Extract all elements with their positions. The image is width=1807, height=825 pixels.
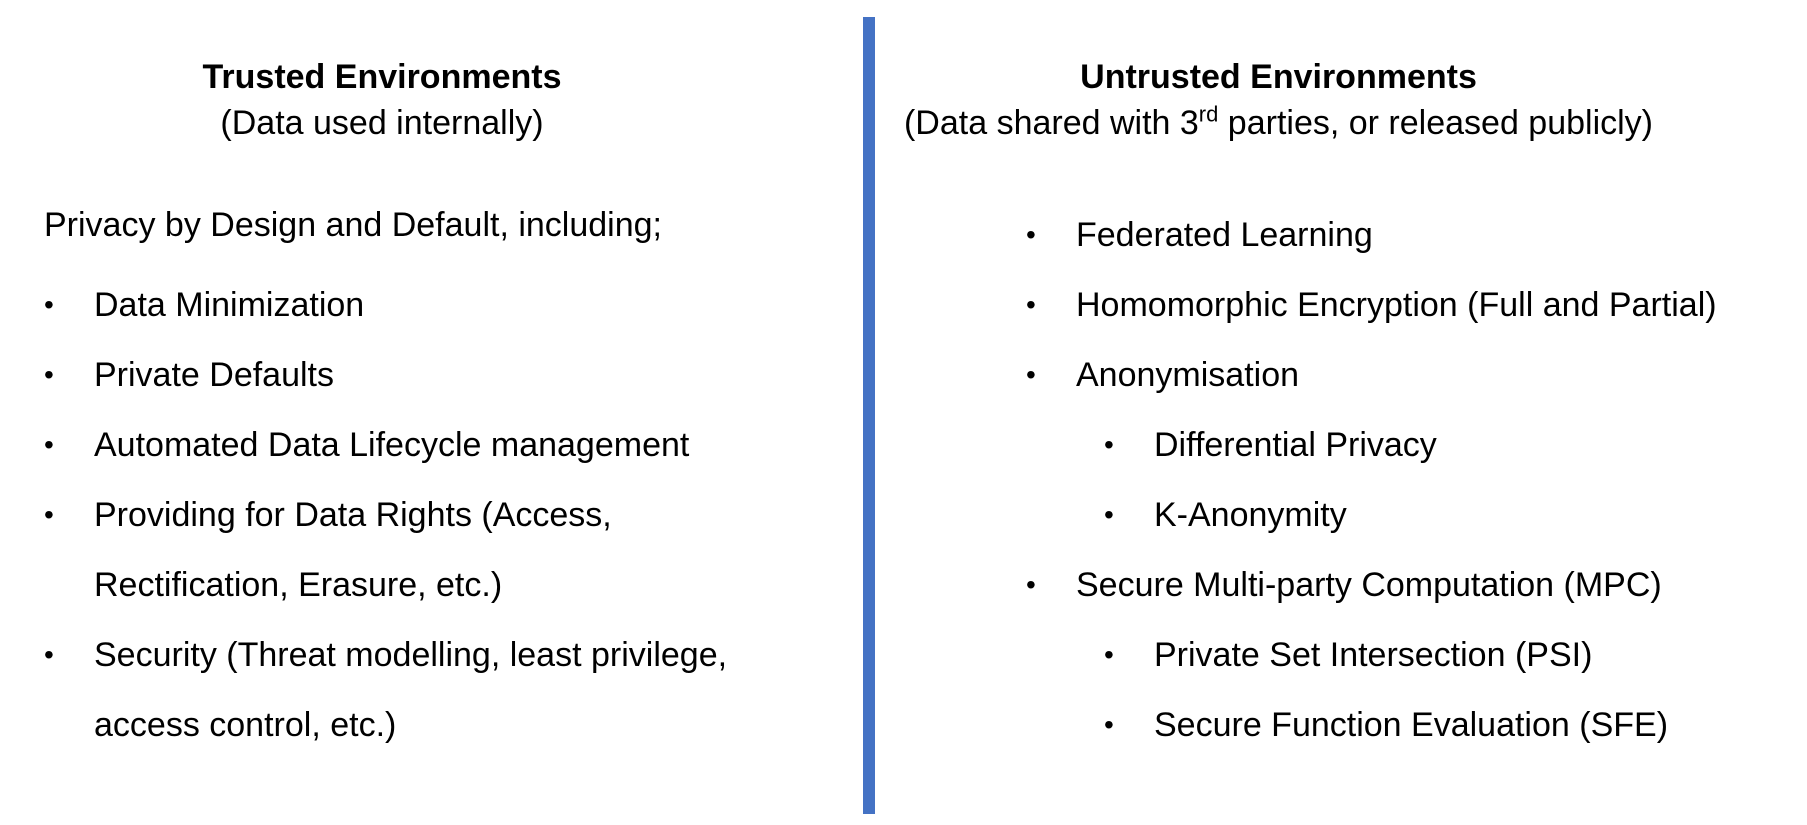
- list-item: [1026, 550, 1796, 620]
- bullet-icon: •: [1026, 569, 1036, 600]
- list-item: [44, 340, 814, 410]
- trusted-intro: Privacy by Design and Default, including;: [44, 206, 662, 244]
- list-item: [1026, 200, 1796, 270]
- list-item-label: Providing for Data Rights (Access, Rectification, Erasure, etc.): [94, 496, 612, 604]
- untrusted-subtitle: [876, 100, 1681, 146]
- bullet-icon: •: [44, 289, 54, 320]
- trusted-heading: [0, 54, 764, 146]
- list-item-label: Private Defaults: [94, 356, 334, 394]
- bullet-icon: •: [44, 499, 54, 530]
- list-item: [44, 410, 814, 480]
- bullet-icon: •: [1104, 429, 1114, 460]
- bullet-icon: •: [44, 639, 54, 670]
- list-item-label: Homomorphic Encryption (Full and Partial): [1076, 286, 1717, 324]
- sub-list-item: [1104, 690, 1796, 760]
- sub-list-item: [1104, 410, 1796, 480]
- bullet-icon: •: [1026, 359, 1036, 390]
- list-item-label: Federated Learning: [1076, 216, 1373, 254]
- list-item: [44, 620, 814, 760]
- untrusted-subtitle-before: (Data shared with 3: [903, 104, 1199, 142]
- list-item: [44, 480, 814, 620]
- sub-list-item: [1104, 480, 1796, 550]
- bullet-icon: •: [1104, 499, 1114, 530]
- list-item-label: Automated Data Lifecycle management: [94, 426, 690, 464]
- list-item: [44, 270, 814, 340]
- trusted-list: [44, 270, 814, 760]
- column-divider: [863, 17, 875, 814]
- bullet-icon: •: [44, 429, 54, 460]
- untrusted-heading: [876, 54, 1681, 146]
- trusted-subtitle: (Data used internally): [220, 104, 544, 142]
- bullet-icon: •: [44, 359, 54, 390]
- bullet-icon: •: [1104, 709, 1114, 740]
- list-item-label: K-Anonymity: [1154, 496, 1347, 534]
- untrusted-title: Untrusted Environments: [1080, 58, 1477, 96]
- sub-list-item: [1104, 620, 1796, 690]
- list-item-label: Data Minimization: [94, 286, 365, 324]
- untrusted-subtitle-after: parties, or released publicly): [1218, 104, 1654, 142]
- list-item-label: Anonymisation: [1076, 356, 1300, 394]
- list-item-label: Secure Function Evaluation (SFE): [1154, 706, 1669, 744]
- bullet-icon: •: [1026, 289, 1036, 320]
- trusted-title: Trusted Environments: [202, 58, 562, 96]
- list-item-label: Security (Threat modelling, least privilege, access control, etc.): [94, 636, 728, 744]
- list-item-label: Private Set Intersection (PSI): [1154, 636, 1593, 674]
- list-item-label: Differential Privacy: [1154, 426, 1437, 464]
- bullet-icon: •: [1104, 639, 1114, 670]
- bullet-icon: •: [1026, 219, 1036, 250]
- list-item: [1026, 340, 1796, 410]
- list-item-label: Secure Multi-party Computation (MPC): [1076, 566, 1662, 604]
- untrusted-list: [1026, 200, 1796, 760]
- untrusted-subtitle-superscript: rd: [1198, 101, 1219, 127]
- list-item: [1026, 270, 1796, 340]
